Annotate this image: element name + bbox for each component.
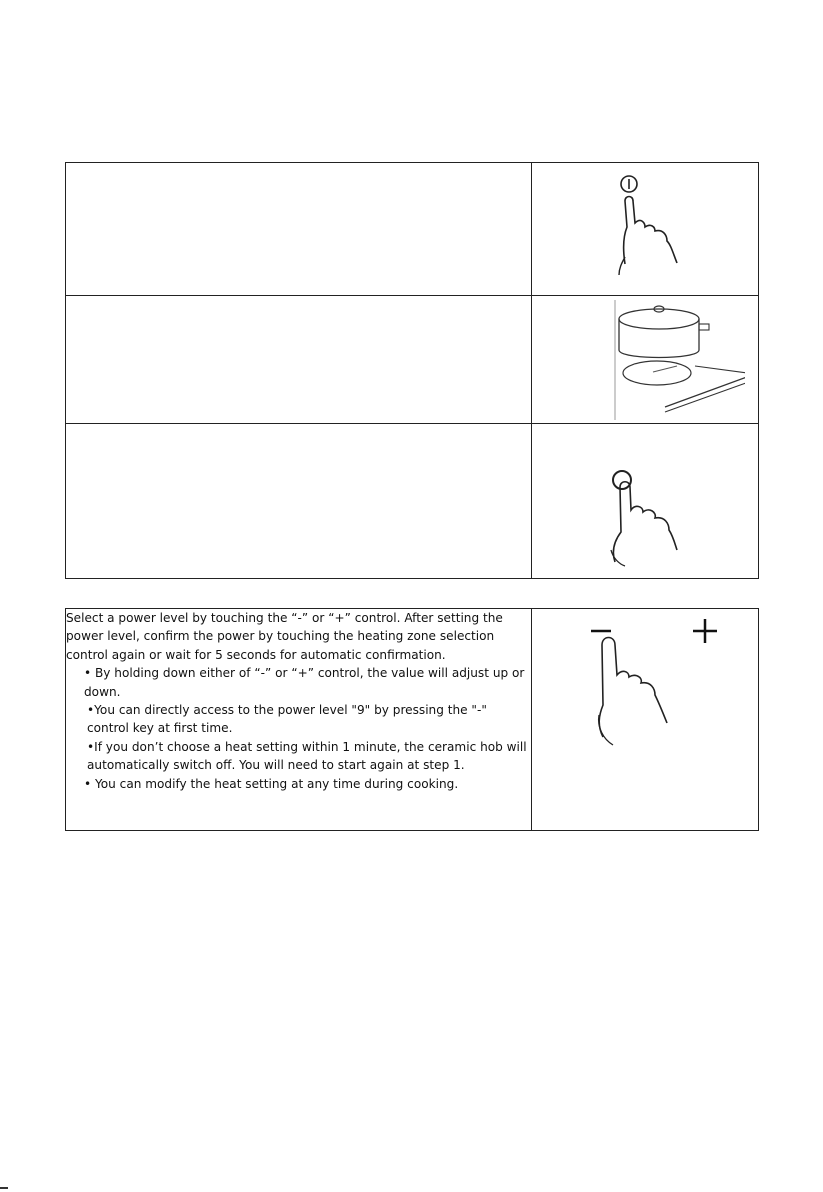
step-text-cell (66, 296, 532, 424)
step-image-cell (532, 296, 759, 424)
step-image-cell (532, 163, 759, 296)
step-row (66, 424, 759, 579)
step-row (66, 296, 759, 424)
power-level-row (66, 609, 759, 831)
bullet-item: • You can modify the heat setting at any time during cooking. (84, 776, 459, 791)
step-text-cell (66, 163, 532, 296)
power-level-paragraph: Select a power level by touching the “-” or “+” control. After setting the power level, confirm the power by touching the heating zone selection control again or wait for 5 seconds for automatic confirmation. (66, 611, 503, 662)
step-image-cell (532, 424, 759, 579)
finger-touch-zone-icon (585, 432, 705, 572)
step-text-cell (66, 424, 532, 579)
pot-on-hob-icon (545, 296, 745, 420)
finger-touch-power-icon (585, 171, 705, 281)
page-edge-mark (0, 1187, 8, 1189)
step-row (66, 163, 759, 296)
power-level-image-cell (532, 609, 759, 831)
bullet-item: •You can directly access to the power level "9" by pressing the "-" control key at first time. (87, 703, 487, 736)
steps-table (65, 162, 759, 579)
bullet-item: •If you don’t choose a heat setting within 1 minute, the ceramic hob will automatically switch off. You will need to start again at step 1. (87, 739, 527, 773)
bullet-item: • By holding down either of “-” or “+” control, the value will adjust up or down. (84, 666, 525, 699)
finger-minus-plus-icon (545, 615, 745, 755)
power-level-table (65, 608, 759, 831)
power-level-text-cell (66, 609, 532, 831)
